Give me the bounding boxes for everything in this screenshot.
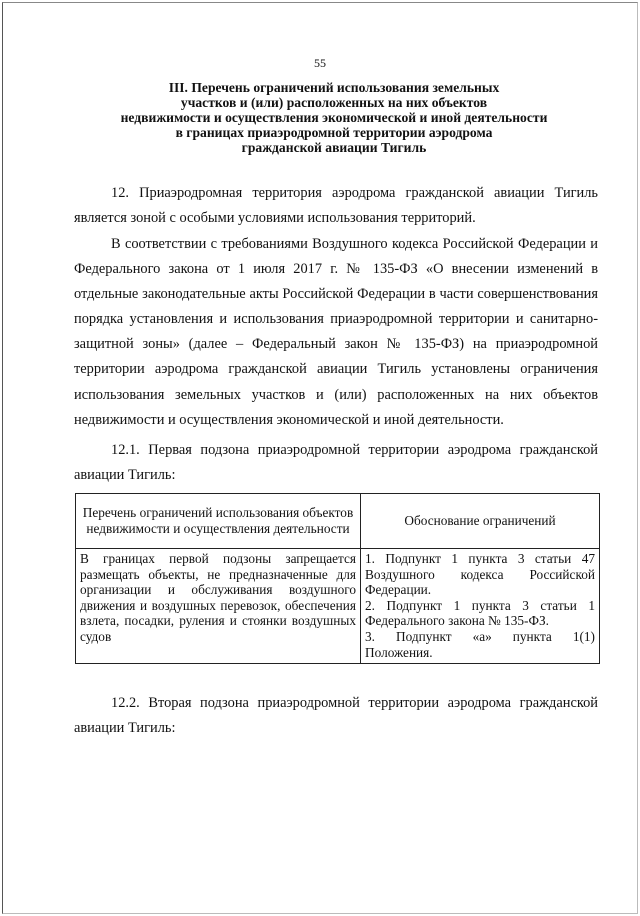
basis-item: 2. Подпункт 1 пункта 3 статьи 1 Федерального закона № 135-ФЗ. xyxy=(365,597,595,629)
basis-item: 1. Подпункт 1 пункта 3 статьи 47 Воздушного кодекса Российской Федерации. xyxy=(365,551,595,598)
header-restrictions: Перечень ограничений использования объектов недвижимости и осуществления деятельности xyxy=(76,494,361,549)
restriction-cell: В границах первой подзоны запрещается размещать объекты, не предназначенные для организации и обслуживания воздушного движения и воздушных перевозок, обеспечения взлета, посадки, руления и стоянки воздушных судов xyxy=(76,549,361,664)
heading-line: III. Перечень ограничений использования земельных xyxy=(168,80,500,95)
paragraph-12-2: 12.2. Вторая подзона приаэродромной территории аэродрома гражданской авиации Тигиль: xyxy=(74,695,598,737)
header-basis: Обоснование ограничений xyxy=(361,494,600,549)
page-number: 55 xyxy=(314,56,326,70)
paragraph-12: 12. Приаэродромная территория аэродрома гражданской авиации Тигиль является зоной с особыми условиями использования территорий. xyxy=(74,185,598,227)
heading-line: гражданской авиации Тигиль xyxy=(241,140,427,155)
section-heading xyxy=(84,80,584,155)
table-header-row xyxy=(76,494,600,549)
heading-line: в границах приаэродромной территории аэродрома xyxy=(175,125,493,140)
heading-line: недвижимости и осуществления экономической и иной деятельности xyxy=(120,110,548,125)
basis-item: 3. Подпункт «а» пункта 1(1) Положения. xyxy=(365,628,595,660)
restrictions-table xyxy=(75,493,600,664)
paragraph-accordance: В соответствии с требованиями Воздушного кодекса Российской Федерации и Федерального закона от 1 июля 2017 г. № 135-ФЗ «О внесении изменений в отдельные законодательные акты Российской Федерации в части совершенствования порядка установления и использования приаэродромной территории и санитарно-защитной зоны» (далее – Федеральный закон № 135-ФЗ) на приаэродромной территории аэродрома гражданской авиации Тигиль установлены ограничения использования земельных участков и (или) расположенных на них объектов недвижимости и осуществления экономической и иной деятельности. xyxy=(74,236,598,428)
basis-cell xyxy=(361,549,600,664)
table-row xyxy=(76,549,600,664)
heading-line: участков и (или) расположенных на них объектов xyxy=(180,95,488,110)
paragraph-12-1: 12.1. Первая подзона приаэродромной территории аэродрома гражданской авиации Тигиль: xyxy=(74,442,598,484)
